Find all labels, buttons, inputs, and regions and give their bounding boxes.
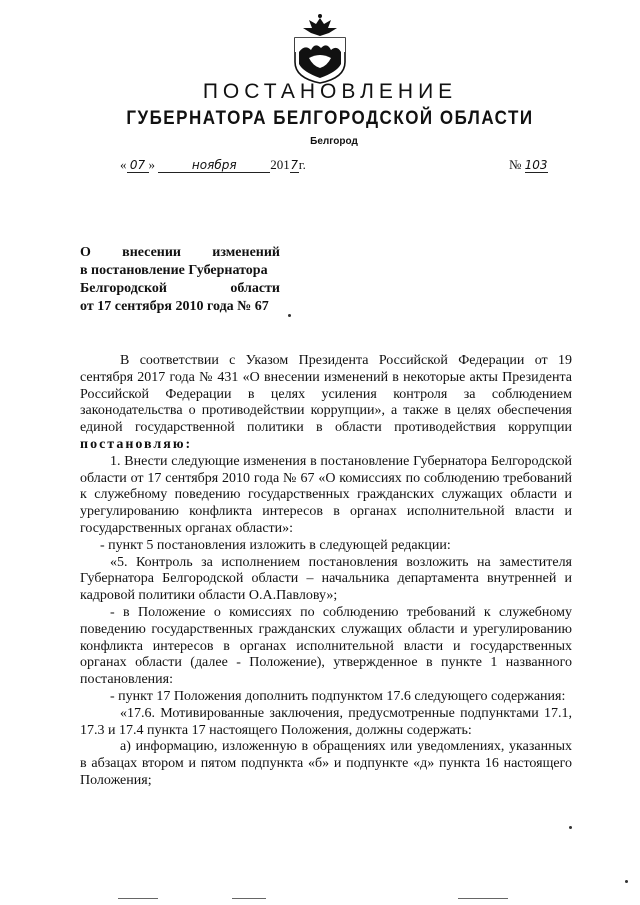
- date-open-quote: «: [120, 157, 127, 172]
- date-year-end: г.: [298, 157, 306, 172]
- document-body: [80, 353, 572, 790]
- paragraph: - в Положение о комиссиях по соблюдению требований к служебному поведению государственных гражданских служащих области и урегулированию конфликта интересов в органах исполнительной власти и государственных органах области (далее - Положение), утвержденное в пункте 1 названного постановления:: [80, 604, 572, 688]
- subject-line: от 17 сентября 2010 года № 67: [80, 299, 269, 314]
- coat-of-arms-emblem: [291, 12, 349, 84]
- scan-speck: [625, 880, 628, 883]
- document-number: [509, 157, 548, 173]
- paragraph-text: В соответствии с Указом Президента Российской Федерации от 19 сентября 2017 года № 431 «О внесении изменений в некоторые акты Президента Российской Федерации в целях усиления контроля за соблюдением законодательства о противодействии коррупции», а также в целях обеспечения единой государственной политики в области противодействия коррупции: [80, 353, 572, 436]
- scan-speck: [288, 314, 291, 317]
- paragraph: - пункт 17 Положения дополнить подпунктом 17.6 следующего содержания:: [110, 688, 566, 704]
- issuer-title: ГУБЕРНАТОРА БЕЛГОРОДСКОЙ ОБЛАСТИ: [126, 106, 534, 129]
- document-subject: [80, 244, 280, 316]
- scan-speck: [569, 826, 572, 829]
- paragraph: а) информацию, изложенную в обращениях или уведомлениях, указанных в абзацах втором и пятом подпункта «б» и подпункте «д» пункта 16 настоящего Положения;: [80, 739, 572, 788]
- subject-line: в постановление Губернатора: [80, 263, 268, 278]
- date-line: [120, 157, 306, 173]
- number-value: 103: [524, 158, 548, 172]
- date-day: 07: [127, 158, 149, 173]
- decree-word: постановляю:: [80, 436, 193, 452]
- date-year-prefix: 201: [270, 157, 290, 172]
- date-close-quote: »: [148, 157, 155, 172]
- date-month: ноября: [158, 158, 270, 173]
- document-title: ПОСТАНОВЛЕНИЕ: [202, 80, 458, 103]
- subject-line: О внесении изменений: [80, 245, 280, 260]
- number-label: №: [509, 157, 522, 172]
- scan-edge-mark: [232, 898, 266, 899]
- subject-line: Белгородской области: [80, 281, 280, 296]
- date-year-suffix: 7: [290, 158, 299, 172]
- paragraph: «5. Контроль за исполнением постановления возложить на заместителя Губернатора Белгородской области – начальника департамента внутренней и кадровой политики области О.А.Павлову»;: [80, 554, 572, 604]
- scan-edge-mark: [118, 898, 158, 899]
- paragraph: 1. Внести следующие изменения в постановление Губернатора Белгородской области от 17 сентября 2010 года № 67 «О комиссиях по соблюдению требований к служебному поведению государственных гражданских служащих области и урегулированию конфликта интересов в органах исполнительной власти и государственных органах области»:: [80, 453, 572, 536]
- paragraph: - пункт 5 постановления изложить в следующей редакции:: [100, 537, 451, 553]
- city-label: Белгород: [310, 136, 358, 147]
- paragraph: «17.6. Мотивированные заключения, предусмотренные подпунктами 17.1, 17.3 и 17.4 пункта 17 настоящего Положения, должны содержать:: [80, 705, 572, 738]
- scan-edge-mark: [458, 898, 508, 899]
- paragraph: [80, 353, 572, 454]
